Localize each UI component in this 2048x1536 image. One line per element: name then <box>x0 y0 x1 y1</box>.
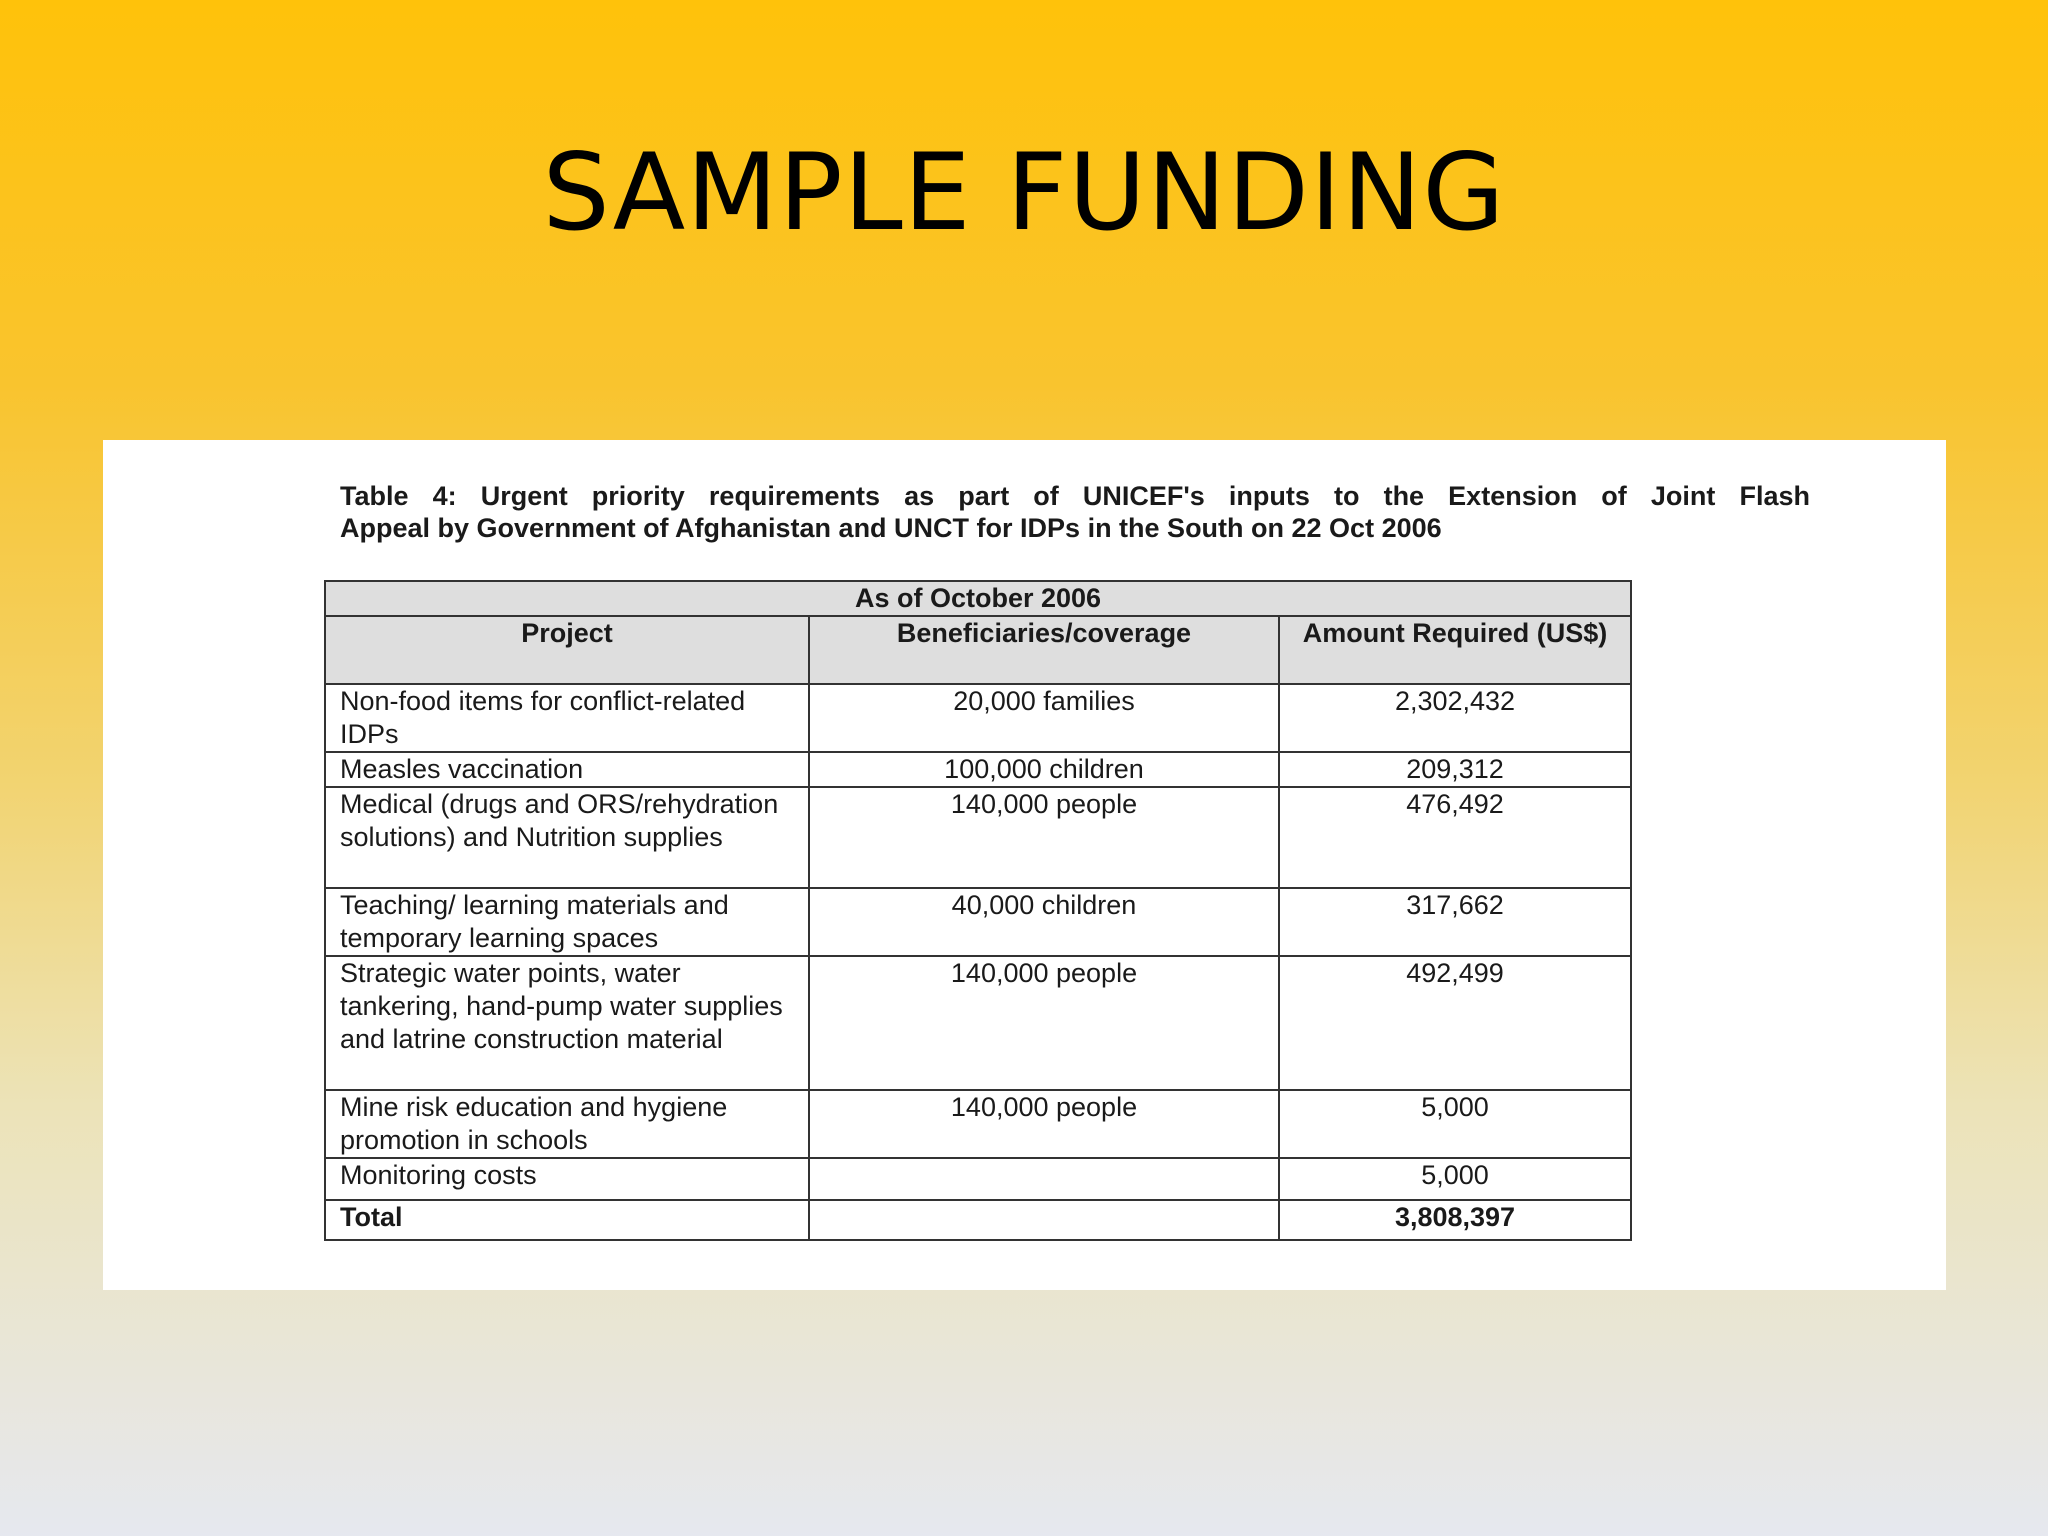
cell-amount: 209,312 <box>1279 752 1631 787</box>
cell-beneficiaries: 20,000 families <box>809 684 1279 752</box>
table-row <box>325 787 1631 888</box>
funding-table <box>324 580 1632 1241</box>
cell-beneficiaries: 140,000 people <box>809 956 1279 1090</box>
as-of-header: As of October 2006 <box>325 581 1631 616</box>
table-row <box>325 956 1631 1090</box>
cell-project: Measles vaccination <box>325 752 809 787</box>
column-header-row <box>325 616 1631 684</box>
cell-amount: 5,000 <box>1279 1158 1631 1200</box>
cell-amount: 5,000 <box>1279 1090 1631 1158</box>
cell-amount: 317,662 <box>1279 888 1631 956</box>
table-row <box>325 1090 1631 1158</box>
cell-project: Strategic water points, water tankering, hand-pump water supplies and latrine construction material <box>325 956 809 1090</box>
table-row <box>325 684 1631 752</box>
header-project: Project <box>325 616 809 684</box>
slide-title: SAMPLE FUNDING <box>542 131 1506 254</box>
cell-project: Medical (drugs and ORS/rehydration solutions) and Nutrition supplies <box>325 787 809 888</box>
cell-beneficiaries <box>809 1158 1279 1200</box>
document-image-panel <box>103 440 1946 1290</box>
total-row <box>325 1200 1631 1240</box>
total-amount: 3,808,397 <box>1279 1200 1631 1240</box>
total-label: Total <box>325 1200 809 1240</box>
table-row <box>325 752 1631 787</box>
cell-project: Non-food items for conflict-related IDPs <box>325 684 809 752</box>
header-amount: Amount Required (US$) <box>1279 616 1631 684</box>
cell-beneficiaries: 140,000 people <box>809 787 1279 888</box>
cell-amount: 2,302,432 <box>1279 684 1631 752</box>
caption-line-2: Appeal by Government of Afghanistan and UNCT for IDPs in the South on 22 Oct 2006 <box>340 513 1442 543</box>
header-beneficiaries: Beneficiaries/coverage <box>809 616 1279 684</box>
total-beneficiaries <box>809 1200 1279 1240</box>
table-caption <box>340 480 1810 544</box>
table-row <box>325 888 1631 956</box>
cell-amount: 492,499 <box>1279 956 1631 1090</box>
table-row <box>325 1158 1631 1200</box>
cell-project: Teaching/ learning materials and temporary learning spaces <box>325 888 809 956</box>
cell-project: Mine risk education and hygiene promotion in schools <box>325 1090 809 1158</box>
cell-project: Monitoring costs <box>325 1158 809 1200</box>
cell-beneficiaries: 40,000 children <box>809 888 1279 956</box>
cell-beneficiaries: 140,000 people <box>809 1090 1279 1158</box>
cell-beneficiaries: 100,000 children <box>809 752 1279 787</box>
cell-amount: 476,492 <box>1279 787 1631 888</box>
as-of-row <box>325 581 1631 616</box>
caption-line-1: Table 4: Urgent priority requirements as part of UNICEF's inputs to the Extension of Joint Flash <box>340 481 1810 511</box>
